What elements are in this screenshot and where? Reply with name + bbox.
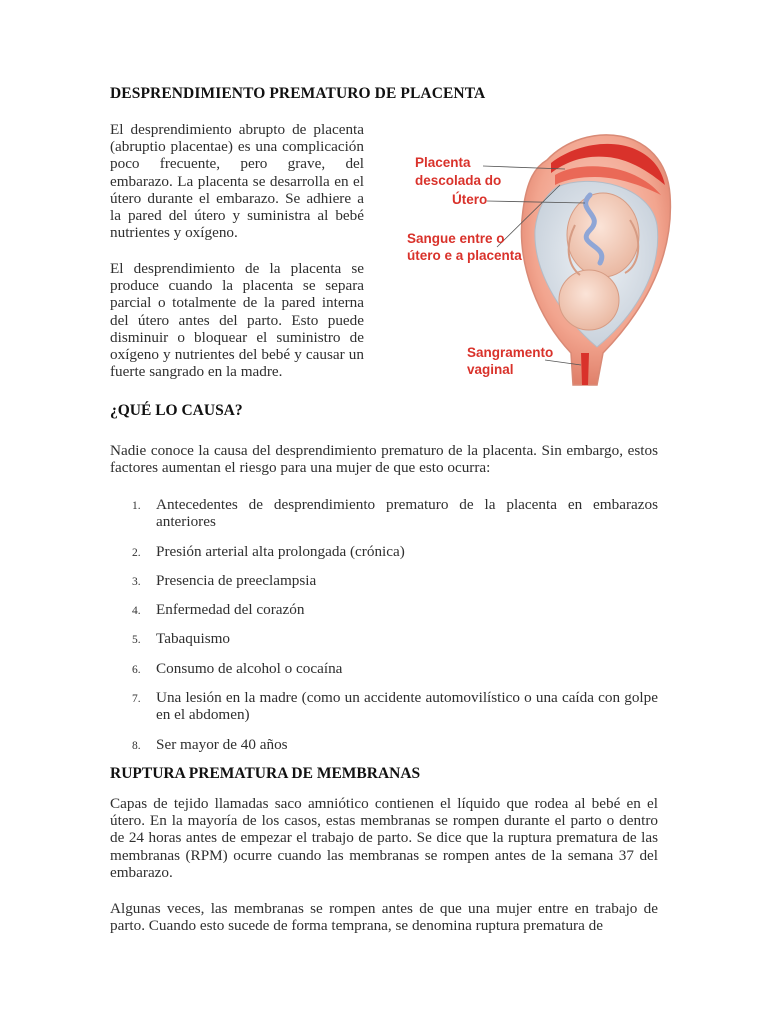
rpm-paragraph-2: Algunas veces, las membranas se rompen antes de que una mujer entre en trabajo de parto. Cuando esto sucede de forma temprana, se denomina ruptura prematura de [110, 900, 658, 935]
label-sangue-2: útero e a placenta [407, 248, 522, 263]
list-text: Consumo de alcohol o cocaína [156, 660, 343, 677]
label-sangue-1: Sangue entre o [407, 231, 505, 246]
causes-heading: ¿QUÉ LO CAUSA? [110, 402, 243, 419]
list-number: 3. [132, 576, 141, 588]
list-number: 7. [132, 693, 141, 705]
list-text: Antecedentes de desprendimiento prematuro de la placenta en embarazos anteriores [156, 496, 658, 531]
label-placenta-3: Útero [452, 192, 488, 207]
rpm-heading: RUPTURA PREMATURA DE MEMBRANAS [110, 765, 421, 782]
list-number: 1. [132, 500, 141, 512]
list-text: Tabaquismo [156, 630, 231, 647]
placental-abruption-illustration [375, 115, 730, 400]
label-placenta-2: descolada do [415, 173, 502, 188]
label-sangramento-1: Sangramento [467, 345, 554, 360]
list-text: Presencia de preeclampsia [156, 572, 317, 589]
list-number: 4. [132, 605, 141, 617]
rpm-paragraph-1: Capas de tejido llamadas saco amniótico contienen el líquido que rodea al bebé en el útero. En la mayoría de los casos, estas membranas se rompen durante el parto o dentro de 24 horas antes de empezar el trabajo de parto. Se dice que la ruptura prematura de las membranas (RPM) ocurre cuando las membranas se rompen antes de la semana 37 del embarazo. [110, 795, 658, 881]
list-number: 5. [132, 634, 141, 646]
intro-paragraph-1: El desprendimiento abrupto de placenta (abruptio placentae) es una complicación poco frecuente, pero grave, del embarazo. La placenta se desarrolla en el útero durante el embarazo. Se adhiere a la pared del útero y suministra al bebé nutrientes y oxígeno. [110, 121, 364, 242]
list-text: Ser mayor de 40 años [156, 736, 288, 753]
list-text: Presión arterial alta prolongada (crónica) [156, 543, 405, 560]
fetus-body [567, 193, 639, 277]
vaginal-bleeding-shape [581, 353, 589, 385]
intro-paragraph-2: El desprendimiento de la placenta se produce cuando la placenta se separa parcial o totalmente de la pared interna del útero antes del parto. Esto puede disminuir o bloquear el suministro de oxígeno y nutrientes del bebé y causar un fuerte sangrado en la madre. [110, 260, 364, 381]
label-placenta-1: Placenta [415, 155, 471, 170]
page-title: DESPRENDIMIENTO PREMATURO DE PLACENTA [110, 85, 486, 102]
list-text: Enfermedad del corazón [156, 601, 305, 618]
list-number: 6. [132, 664, 141, 676]
causes-intro: Nadie conoce la causa del desprendimiento prematuro de la placenta. Sin embargo, estos factores aumentan el riesgo para una mujer de que esto ocurra: [110, 442, 658, 477]
fetus-head [559, 270, 619, 330]
list-number: 2. [132, 547, 141, 559]
list-text: Una lesión en la madre (como un accidente automovilístico o una caída con golpe en el abdomen) [156, 689, 658, 724]
label-sangramento-2: vaginal [467, 362, 514, 377]
list-number: 8. [132, 740, 141, 752]
